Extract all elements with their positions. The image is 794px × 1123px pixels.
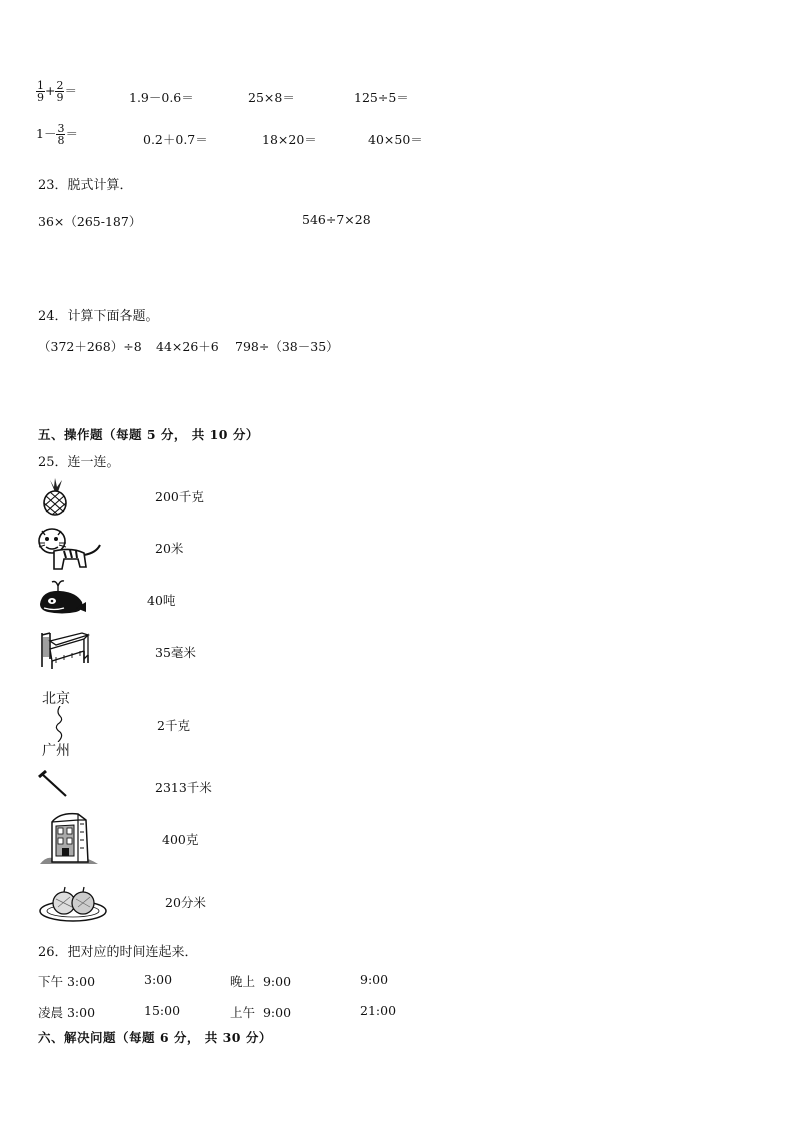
whale-icon <box>36 578 88 616</box>
fraction: $\frac{2}{9}$ <box>56 79 64 104</box>
match-label-2: 20米 <box>155 541 184 556</box>
match-label-7: 400克 <box>162 832 199 847</box>
oral-calc-item-1: $\frac{1}{9}$ + $\frac{2}{9}$ ＝ <box>37 79 77 104</box>
question-23-expr-1: 36×（265-187） <box>38 214 142 229</box>
question-24-expr-1: （372＋268）÷8 <box>38 339 142 354</box>
question-24-title: 24．计算下面各题。 <box>38 309 159 324</box>
question-24-expr-2: 44×26＋6 <box>156 339 219 354</box>
time-row2-col3: 上午 9:00 <box>230 1005 292 1020</box>
time-row1-col4: 9:00 <box>360 972 389 987</box>
route-map-icon <box>44 706 78 742</box>
bed-icon <box>38 627 92 673</box>
time-row2-col2: 15:00 <box>144 1003 181 1018</box>
building-icon <box>38 810 100 866</box>
oral-calc-item-8: 40×50＝ <box>368 132 423 147</box>
section-6-heading: 六、解决问题（每题 6 分， 共 30 分） <box>38 1030 272 1045</box>
oral-calc-item-7: 18×20＝ <box>262 132 317 147</box>
oral-calc-item-6: 0.2＋0.7＝ <box>143 132 208 147</box>
time-row2-col4: 21:00 <box>360 1003 397 1018</box>
oral-calc-item-5: 1－ $\frac{3}{8}$ ＝ <box>36 122 78 147</box>
nail-icon <box>38 770 70 800</box>
oral-calc-item-4: 125÷5＝ <box>354 90 409 105</box>
section-5-heading: 五、操作题（每题 5 分， 共 10 分） <box>38 427 259 442</box>
tiger-icon <box>36 527 104 573</box>
fraction: $\frac{1}{9}$ <box>37 79 44 104</box>
oral-calc-item-2: 1.9－0.6＝ <box>129 90 194 105</box>
time-row1-col1: 下午 3:00 <box>38 974 96 989</box>
question-23-title: 23．脱式计算． <box>38 178 133 193</box>
match-label-1: 200千克 <box>155 489 204 504</box>
match-label-8: 20分米 <box>165 895 206 910</box>
question-24-expr-3: 798÷（38－35） <box>235 339 339 354</box>
time-row1-col3: 晚上 9:00 <box>230 974 292 989</box>
fraction: $\frac{3}{8}$ <box>57 122 65 147</box>
time-row1-col2: 3:00 <box>144 972 173 987</box>
question-25-title: 25．连一连。 <box>38 455 120 470</box>
oral-calc-item-3: 25×8＝ <box>248 90 295 105</box>
match-label-3: 40吨 <box>147 593 176 608</box>
question-26-title: 26．把对应的时间连起来． <box>38 945 198 960</box>
pineapple-icon <box>38 478 72 516</box>
match-label-6: 2313千米 <box>155 780 212 795</box>
match-label-5: 2千克 <box>157 718 190 733</box>
fruit-plate-icon <box>38 883 108 923</box>
match-label-4: 35毫米 <box>155 645 196 660</box>
map-label-beijing: 北京 <box>42 691 70 707</box>
map-label-guangzhou: 广州 <box>42 743 70 759</box>
time-row2-col1: 凌晨 3:00 <box>38 1005 96 1020</box>
question-23-expr-2: 546÷7×28 <box>302 212 371 227</box>
